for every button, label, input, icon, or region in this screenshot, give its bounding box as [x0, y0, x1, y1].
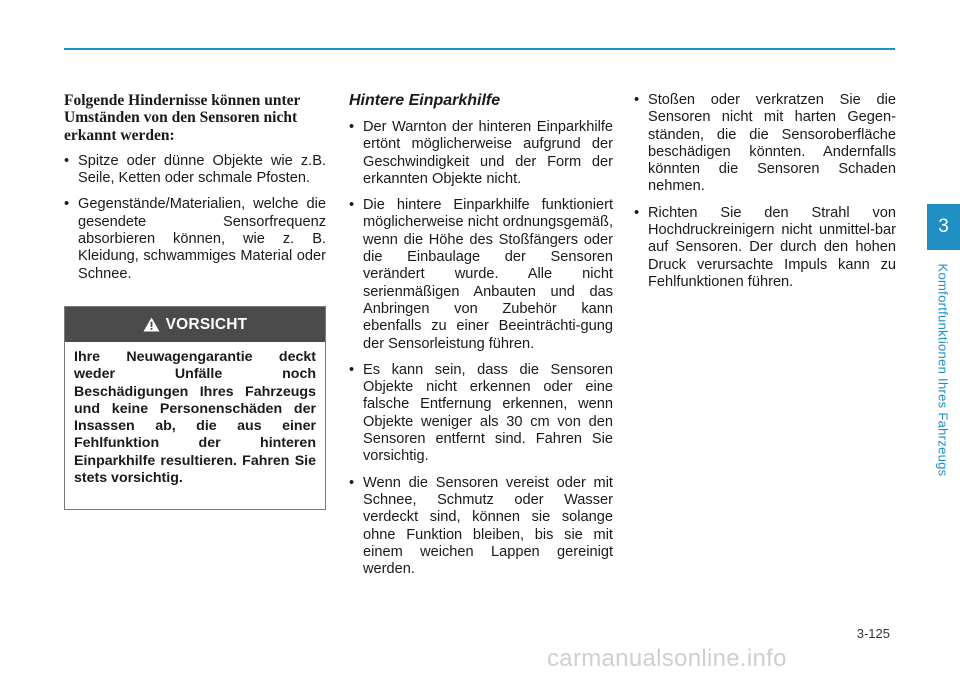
sensor-care-list	[634, 92, 896, 291]
list-item: • Spitze oder dünne Objekte wie z.B. Seile, Ketten oder schmale Pfosten.	[64, 153, 326, 188]
parking-assist-list	[349, 119, 613, 578]
column-right	[634, 92, 896, 300]
chapter-number: 3	[938, 216, 949, 237]
list-item: • Richten Sie den Strahl von Hochdruckreinigern nicht unmittel-bar auf Sensoren. Der durch den hohen Druck verursachte Impuls kann zu Fehlfunktionen führen.	[634, 205, 896, 291]
header-rule	[64, 48, 895, 50]
list-item: • Der Warnton der hinteren Einparkhilfe ertönt möglicherweise aufgrund der Geschwindigkeit und der Form der erkannten Objekte nicht.	[349, 119, 613, 188]
caution-title: VORSICHT	[165, 315, 248, 333]
list-item: • Gegenstände/Materialien, welche die gesendete Sensorfrequenz absorbieren können, wie z. B. Kleidung, schwammiges Material oder Schnee.	[64, 196, 326, 282]
list-item: • Stoßen oder verkratzen Sie die Sensoren nicht mit harten Gegen-ständen, die die Sensoroberfläche beschädigen könnten. Andernfalls könnten die Sensoren Schaden nehmen.	[634, 92, 896, 196]
page-number: 3-125	[856, 626, 890, 641]
list-item: • Es kann sein, dass die Sensoren Objekte nicht erkennen oder eine falsche Entfernung erkennen, wenn Objekte weniger als 30 cm von den Sensoren entfernt sind. Fahren Sie vorsichtig.	[349, 362, 613, 466]
warning-triangle-icon	[143, 317, 160, 332]
caution-header	[65, 307, 325, 342]
caution-text: Ihre Neuwagengarantie deckt weder Unfälle noch Beschädigungen Ihres Fahrzeugs und keine Personenschäden der Insassen ab, die aus einer Fehlfunktion der hinteren Einparkhilfe resultieren. Fahren Sie stets vorsichtig.	[74, 349, 316, 487]
caution-box	[64, 306, 326, 510]
column-left	[64, 92, 326, 292]
column-middle	[349, 92, 613, 587]
chapter-title: Komfortfunktionen Ihres Fahrzeugs	[935, 263, 951, 477]
section-heading: Hintere Einparkhilfe	[349, 92, 501, 109]
list-item: • Wenn die Sensoren vereist oder mit Schnee, Schmutz oder Wasser verdeckt sind, können sie solange ohne Funktion bleiben, bis sie mit einem weichen Lappen gereinigt werden.	[349, 475, 613, 579]
list-item: • Die hintere Einparkhilfe funktioniert möglicherweise nicht ordnungsgemäß, wenn die Höhe des Stoßfängers oder die Einbaulage der Sensoren verändert wurde. Alle nicht serienmäßigen Anbauten und das Anbringen von Zubehör kann ebenfalls zu einer Beeinträchti-gung der Sensorleistung führen.	[349, 197, 613, 353]
obstacles-list	[64, 153, 326, 283]
watermark: carmanualsonline.info	[547, 645, 787, 672]
obstacles-heading: Folgende Hindernisse können unter Umständen von den Sensoren nicht erkannt werden:	[64, 92, 301, 144]
chapter-tab[interactable]	[927, 204, 960, 250]
